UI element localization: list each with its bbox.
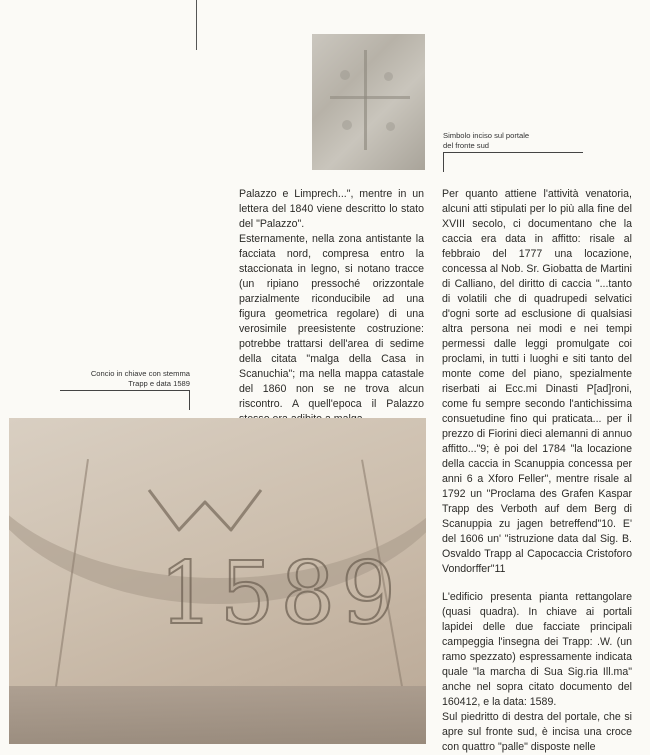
carved-cross-vertical — [364, 50, 367, 150]
caption-line: Concio in chiave con stemma — [90, 369, 190, 378]
caption-rule-tick — [189, 390, 190, 410]
paragraph: Esternamente, nella zona antistante la facciata nord, compresa entro la staccionata in legno, si notano tracce (un ripiano pressoché orizzontale parzialmente riconducibile ad una figura geometrica regolare) di una verosimile preesistente costruzione: potrebbe trattarsi dell'area di sedime della citata "malga della Casa in Scanuchia"; ma nella mappa catastale del 1860 non se ne trova alcun riscontro. A quell'epoca il Palazzo — [239, 233, 424, 410]
carved-ball — [340, 70, 350, 80]
text-column-right — [442, 187, 632, 755]
carved-cross-horizontal — [330, 96, 410, 99]
keystone-carving — [9, 418, 426, 744]
caption-rule — [60, 390, 190, 391]
carved-w-mark — [149, 490, 261, 530]
photo-keystone — [9, 418, 426, 744]
paragraph: Palazzo e Limprech...", mentre in un lettera del 1840 viene descritto lo stato del "Palazzo". — [239, 188, 424, 230]
caption-line: del fronte sud — [443, 141, 490, 150]
text-column-middle — [239, 187, 424, 427]
paragraph: L'edificio presenta pianta rettangolare (quasi quadra). In chiave ai portali lapidei delle due facciate principali campeggia l'insegna dei Trapp: .W. (un ramo spezzato) espressamente indicata quale "la marcha di Sua Sig.ria Ill.ma" anche nel sopra citato documento del 160412, e la data: 1589. — [442, 591, 632, 708]
paragraph: Sul piedritto di destra del portale, che si apre sul fronte sud, è incisa una croce con quattro "palle" disposte nelle — [442, 711, 632, 753]
caption-line: Simbolo inciso sul portale — [443, 131, 530, 140]
caption-keystone — [60, 369, 190, 389]
column-rule-top — [196, 0, 197, 50]
carved-date: 1589 — [159, 544, 402, 644]
carved-ball — [342, 120, 352, 130]
carved-ball — [386, 122, 395, 131]
caption-cross-carving — [443, 131, 583, 151]
photo-cross-carving — [312, 34, 425, 170]
caption-line: Trapp e data 1589 — [128, 379, 190, 388]
paragraph: Per quanto attiene l'attività venatoria, alcuni atti stipulati per lo più alla fine del XVIII secolo, ci documentano che la caccia era data in affitto: risale al febbraio del 1777 una locazione, concessa al Nob. Sr. Giobatta de Martini di Calliano, del diritto di caccia "...tanto di volatili che di quadrupedi selvatici d'ogni sorte ad esclusione di qualsiasi altra persona nei modi e nei tempi permessi dalle leggi promulgate coi proclami, in tutti i luoghi e siti tanto del monte come del piano, spezialmente riserbati ai Ecc.mi Dinasti P[ad]roni, come fu sempre secondo l'antichissima consuetudine fino qui praticata... per il prezzo di Fiorini dieci alemanni di annuo affitto..."9; è poi del 1784 "la locazione della caccia in Scanuppia concessa per anni 6 a Xforo Feller", mentre risale al 1792 un "Proclama des Grafen Kaspar Trapp des Verboth auf dem Berg di Scanuppia zu jagen betreffend"10. E' del 1606 un' "istruzione data dal Sig. B. Osvaldo Trapp al Capocaccia Cristoforo Vondorffer"11 — [442, 188, 632, 575]
carved-ball — [384, 72, 393, 81]
caption-rule-tick — [443, 152, 444, 172]
caption-rule — [443, 152, 583, 153]
